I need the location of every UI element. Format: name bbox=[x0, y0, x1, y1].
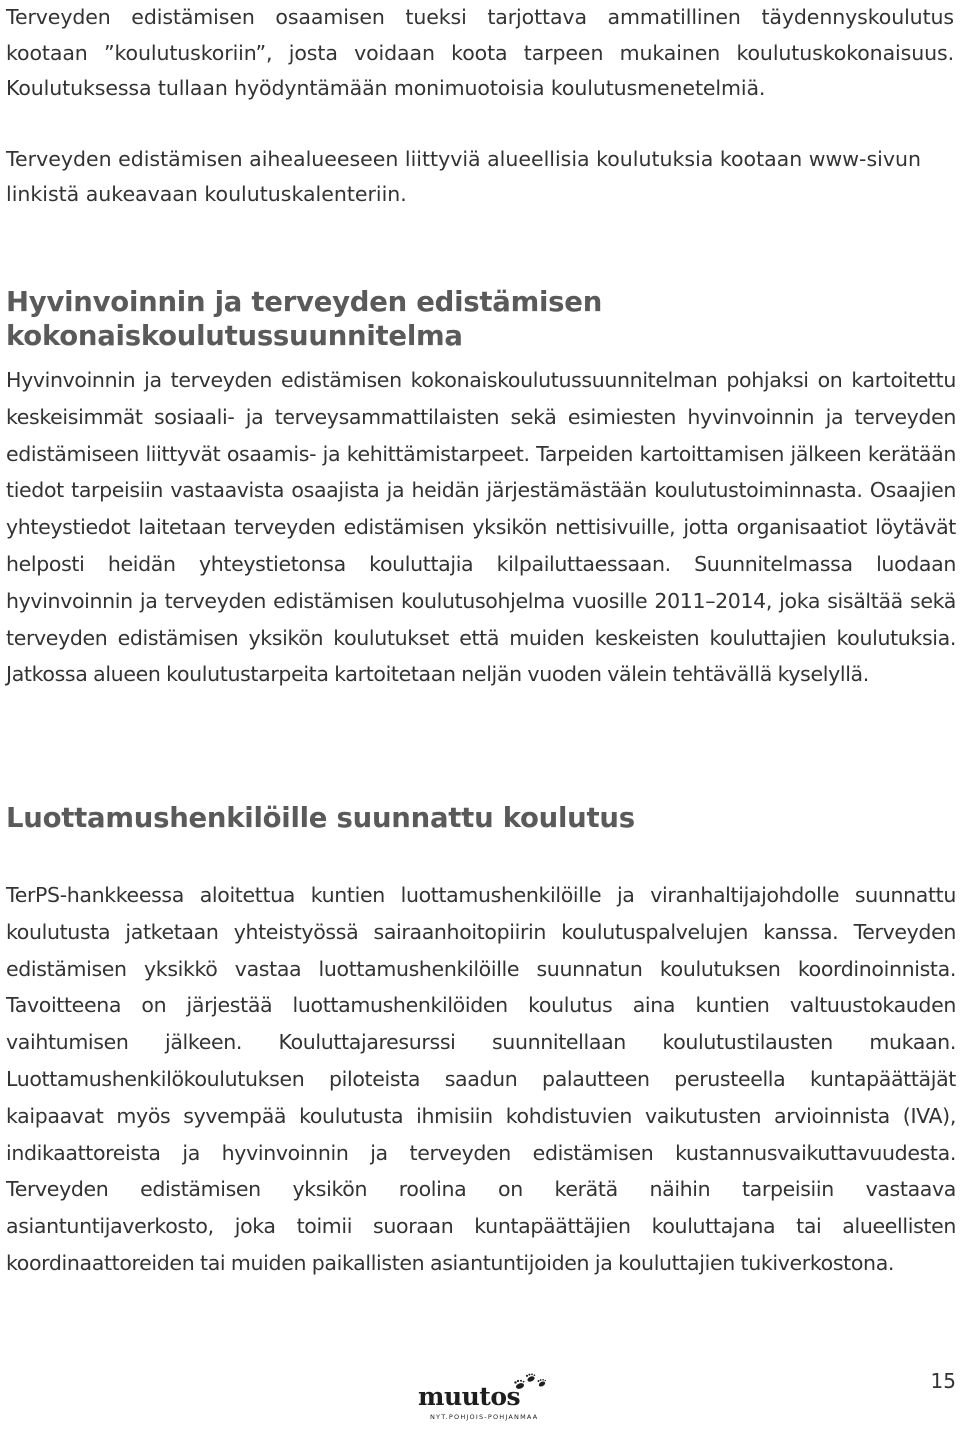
muutos-logo bbox=[416, 1372, 552, 1426]
section-body-kokonaiskoulutussuunnitelma: Hyvinvoinnin ja terveyden edistämisen kokonaiskoulutussuunnitelman pohjaksi on kartoitettu keskeisimmät sosiaali- ja terveysammattilaisten sekä esimiesten hyvinvoinnin ja terveyden edistämiseen liittyvät osaamis- ja kehittämistarpeet. Tarpeiden kartoittamisen jälkeen kerätään tiedot tarpeisiin vastaavista osaajista ja heidän järjestämästään koulutustoiminnasta. Osaajien yhteystiedot laitetaan terveyden edistämisen yksikön nettisivuille, jotta organisaatiot löytävät helposti heidän yhteystietonsa kouluttajia kilpailuttaessaan. Suunnitelmassa luodaan hyvinvoinnin ja terveyden edistämisen koulutusohjelma vuosille 2011–2014, joka sisältää sekä terveyden edistämisen yksikön koulutukset että muiden keskeisten kouluttajien koulutuksia. Jatkossa alueen koulutustarpeita kartoitetaan neljän vuoden välein tehtävällä kyselyllä. bbox=[6, 368, 956, 687]
logo-subtitle: NYT.POHJOIS-POHJANMAA bbox=[430, 1413, 539, 1421]
section-body-luottamushenkilot: TerPS-hankkeessa aloitettua kuntien luottamushenkilöille ja viranhaltijajohdolle suunnattu koulutusta jatketaan yhteistyössä sairaanhoitopiirin koulutuspalvelujen kanssa. Terveyden edistämisen yksikkö vastaa luottamushenkilöille suunnatun koulutuksen koordinoinnista. Tavoitteena on järjestää luottamushenkilöiden koulutus aina kuntien valtuustokauden vaihtumisen jälkeen. Kouluttajaresurssi suunnitellaan koulutustilausten mukaan. Luottamushenkilökoulutuksen piloteista saadun palautteen perusteella kuntapäättäjät kaipaavat myös syvempää koulutusta ihmisiin kohdistuvien vaikutusten arvioinnista (IVA), indikaattoreista ja hyvinvoinnin ja terveyden edistämisen kustannusvaikuttavuudesta. Terveyden edistämisen yksikön roolina on kerätä näihin tarpeisiin vastaava asiantuntijaverkosto, joka toimii suoraan kuntapäättäjien kouluttajana tai alueellisten koordinaattoreiden tai muiden paikallisten asiantuntijoiden ja kouluttajien tukiverkostona. bbox=[6, 883, 956, 1275]
intro-paragraph: Terveyden edistämisen osaamisen tueksi tarjottava ammatillinen täydennyskoulutus kootaan ”koulutuskoriin”, josta voidaan koota tarpeen mukainen koulutuskokonaisuus. Koulutuksessa tullaan hyödyntämään monimuotoisia koulutusmenetelmiä. bbox=[6, 5, 954, 100]
section-heading-luottamushenkilot: Luottamushenkilöille suunnattu koulutus bbox=[6, 802, 635, 834]
logo-wordmark: muutos bbox=[418, 1382, 521, 1411]
intro-section bbox=[6, 0, 954, 213]
intro-calendar-line-1: Terveyden edistämisen aihealueeseen liittyviä alueellisia koulutuksia kootaan www-sivun bbox=[6, 146, 921, 171]
intro-calendar-line-2: linkistä aukeavaan koulutuskalenteriin. bbox=[6, 182, 407, 206]
intro-paragraph-calendar bbox=[6, 142, 954, 213]
page-number: 15 bbox=[930, 1369, 956, 1393]
section-heading-kokonaiskoulutussuunnitelma: Hyvinvoinnin ja terveyden edistämisen kokonaiskoulutussuunnitelma bbox=[6, 286, 603, 352]
